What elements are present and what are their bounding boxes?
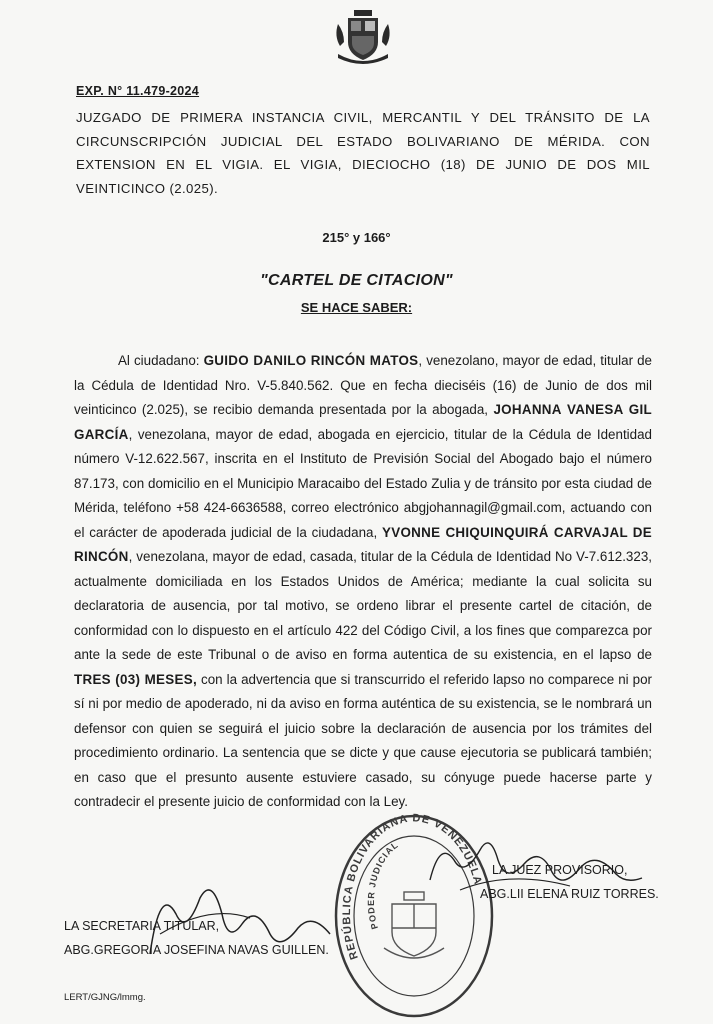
- body-paragraph: [74, 349, 652, 815]
- secretary-signature-block: [64, 914, 329, 962]
- body-text-4: , venezolana, mayor de edad, casada, titular de la Cédula de Identidad No V-7.612.323, actualmente domiciliada en los Estados Unidos de América; mediante la cual solicita su declaratoria de ausencia, por tal motivo, se ordeno librar el presente cartel de citación, de conformidad con lo dispuesto en el artículo 422 del Código Civil, a los fines que comparezca por ante la sede de este Tribunal o de aviso en forma autentica de su existencia, en el lapso de: [74, 549, 652, 662]
- svg-text:PODER JUDICIAL: [366, 840, 400, 931]
- judge-title: LA JUEZ PROVISORIO,: [492, 863, 628, 877]
- reference-initials: LERT/GJNG/lmmg.: [64, 992, 146, 1003]
- defendant-name: GUIDO DANILO RINCÓN MATOS: [203, 353, 419, 368]
- seal-outer-text: REPÚBLICA BOLIVARIANA DE VENEZUELA: [340, 812, 484, 962]
- seal-inner-text: PODER JUDICIAL: [365, 839, 401, 931]
- body-text-5: con la advertencia que si transcurrido el referido lapso no comparece ni por sí ni por medio de apoderado, ni da aviso en forma auténtica de su existencia, se le nombrará un defensor con quien se seguirá el juicio sobre la declaración de ausencia por los trámites del procedimiento ordinario. La sentencia que se dicte y que cause ejecutoria se publicará también; en caso que el presunto ausente estuviere casado, su cónyuge puede hacerse parte y contradecir el presente juicio de conformidad con la Ley.: [74, 671, 652, 809]
- body-text-3: , venezolana, mayor de edad, abogada en ejercicio, titular de la Cédula de Identidad número V-12.622.567, inscrita en el Instituto de Previsión Social del Abogado bajo el número 87.173, con domicilio en el Municipio Maracaibo del Estado Zulia y de tránsito por esta ciudad de Mérida, teléfono +58 424-6636588, correo electrónico abgjohannagil@gmail.com, actuando con el carácter de apoderada judicial de la ciudadana,: [74, 426, 652, 540]
- court-heading: JUZGADO DE PRIMERA INSTANCIA CIVIL, MERCANTIL Y DEL TRÁNSITO DE LA CIRCUNSCRIPCIÓN JUDICIAL DEL ESTADO BOLIVARIANO DE MÉRIDA. CON EXTENSION EN EL VIGIA. EL VIGIA, DIECIOCHO (18) DE JUNIO DE DOS MIL VEINTICINCO (2.025).: [76, 110, 650, 196]
- secretary-title: LA SECRETARIA TITULAR,: [64, 919, 220, 933]
- judge-name: ABG.LII ELENA RUIZ TORRES.: [480, 887, 659, 901]
- judge-signature-block: [480, 858, 659, 906]
- years-line: 215° y 166°: [322, 230, 391, 245]
- document-subtitle: SE HACE SABER:: [300, 300, 413, 315]
- document-title: "CARTEL DE CITACION": [260, 272, 453, 289]
- case-number: EXP. N° 11.479-2024: [76, 84, 200, 98]
- body-text-1: Al ciudadano:: [118, 353, 204, 368]
- term-period: TRES (03) MESES,: [74, 671, 197, 687]
- body-text-2: , venezolano, mayor de edad, titular de la Cédula de Identidad Nro. V-5.840.562. Que en fecha dieciséis (16) de Junio de dos mil veinticinco (2.025), se recibio demanda presentada por la abogada,: [74, 353, 652, 417]
- secretary-name: ABG.GREGORIA JOSEFINA NAVAS GUILLEN.: [64, 943, 329, 957]
- attorney-name: JOHANNA VANESA GIL GARCÍA: [74, 402, 653, 442]
- coat-of-arms-icon: [330, 6, 396, 66]
- plaintiff-name: YVONNE CHIQUINQUIRÁ CARVAJAL DE RINCÓN: [74, 524, 653, 564]
